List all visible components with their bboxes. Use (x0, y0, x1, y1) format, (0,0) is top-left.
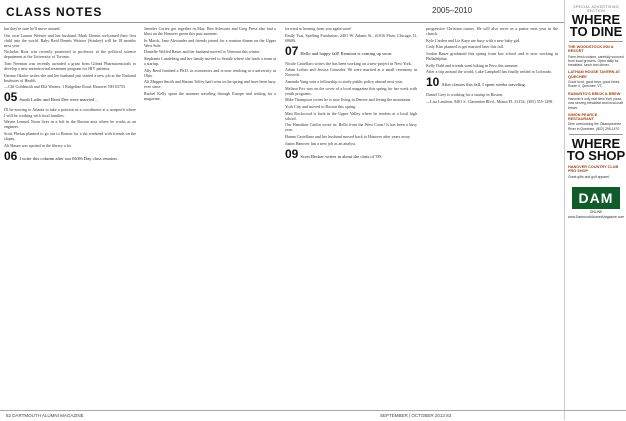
ad-body: Great gifts and golf apparel. (568, 174, 610, 179)
ad-title: THE WOODSTOCK INN & RESORT (568, 45, 614, 54)
class-tagline: Hello and happy fall! Reunion is coming up soon. (300, 50, 393, 56)
page-header (0, 0, 626, 23)
ad-title: LATHAM HOUSE TAVERN AT QUECHEE (568, 70, 621, 79)
where-to-dine-title: WHERE TO DINE (569, 12, 623, 39)
ad-block[interactable] (568, 165, 624, 179)
paragraph: —Clif Goldsmith and Ella Warner, 1 Ridgeline Road, Hanover NH 03755. (4, 84, 127, 90)
paragraph: Our own Lauren Weisser and her husband, Mark Dennis welcomed their first child into the world. Baby Reid Dennis Weisser (Stinkey) will be 18 months next year. (4, 32, 136, 48)
column-1 (4, 26, 136, 410)
class-tagline: Sarah Loder and Brett Dee were married ... (19, 97, 99, 103)
class-year-heading (4, 148, 136, 164)
divider (569, 134, 623, 135)
class-number: 05 (4, 90, 18, 105)
column-2 (144, 26, 276, 410)
class-year-heading (285, 146, 417, 162)
ad-block[interactable] (568, 70, 624, 88)
paragraph: forward to hearing from you again soon! (285, 26, 352, 31)
ad-body: Dine overlooking the Ottauquechee River in Quechee. (802) 295-1470 (568, 122, 622, 131)
section-title: CLASS NOTES (6, 5, 103, 19)
paragraph: Amanda Yang won a fellowship to study public policy abroad next year. (285, 79, 404, 85)
paragraph: Wayne Lemuel Noon lives in a loft in the Boston area where he works as an engineer. (4, 119, 136, 130)
ad-title: RAMUNTO'S BRICK & BREW (568, 91, 621, 96)
ad-block[interactable] (568, 92, 624, 110)
paragraph: Daniel Grey is working for a startup in Boston. (426, 92, 504, 98)
paragraph: Ali Muppet Smith and Haram Tolfey had twins in the spring and have been busy ever since. (144, 79, 276, 90)
paragraph: —Lisa Landron, 9401 S. Clarendon Blvd., Miami FL 33152; (305) 555-1298. (426, 98, 554, 104)
paragraph: Cody Kim planned to get married later this fall. (426, 44, 504, 50)
page-footer (0, 410, 626, 421)
paragraph: Matt Rockwood is back in the Upper Valley where he teaches at a local high school. (285, 110, 417, 121)
footer-left: 82 DARTMOUTH ALUMNI MAGAZINE (6, 413, 84, 418)
paragraph: Ali Hasan was spotted in the library a lot. (4, 142, 73, 148)
column-4 (426, 26, 558, 410)
ad-title: HANOVER COUNTRY CLUB PRO SHOP (568, 165, 619, 174)
paragraph: In March, Jane Alexander and friends joined for a reunion dinner on the Upper West Side. (144, 37, 276, 48)
paragraph: Jordan Bauer graduated this spring from law school and is now working in Philadelphia. (426, 50, 558, 62)
class-number: 09 (285, 146, 299, 161)
paragraph: Emily Tsai, Spelling Fundraiser, 2401 W. Adams St., #1016 Plain. Chicago, IL 60606. (285, 32, 417, 43)
paragraph: Kelly Dahl and friends went hiking in Peru this summer. (426, 62, 519, 68)
where-to-shop-title: WHERE TO SHOP (566, 136, 626, 164)
paragraph: Adam Lorbes and Jessica Gonzalez '06 were married at a small ceremony in Norwich. (285, 67, 417, 78)
sidebar-label: SPECIAL ADVERTISING SECTION (573, 5, 619, 13)
paragraph: Nicholas Ruiz was recently promoted to professor in the political science department at the University of Toronto. (4, 49, 136, 60)
paragraph: Danielle Wolfed Bauer and her husband moved to Vermont this winter. (144, 49, 261, 55)
class-years: 2005–2010 (432, 6, 473, 15)
class-tagline: I write this column after our 06/06 Day class reunion. (19, 155, 118, 161)
paragraph: I'll be moving to Atlanta to take a position as a coordinator at a nonprofit where I will be working with local families. (4, 107, 136, 118)
paragraph: Our Hamilton Caitlin wrote in: Hello from the West Coast! It has been a busy year. (285, 122, 417, 133)
paragraph: Mike Thompson writes he is now living in Denver and loving the mountains. (285, 97, 412, 103)
paragraph: progressive Christian causes. He will also serve as a pastor next year in the church. (426, 26, 558, 37)
paragraph: Ifeoma Okafor writes she and her husband just started a new job at the National Institutes of Health. (4, 72, 136, 83)
paragraph: Stephanie Lundeberg and her family moved to Seattle where she leads a team at a startup. (144, 56, 276, 67)
paragraph: Hanna Castellano and her husband moved back to Hanover after years away. (285, 134, 411, 140)
paragraph: Kyle Carden and Liz Kaye are busy with a new baby girl. (426, 37, 521, 43)
dam-caption: ONLINE (589, 209, 603, 214)
paragraph: Rachel Kelly spent the summer traveling through Europe and writing for a magazine. (144, 91, 276, 102)
class-number: 06 (4, 148, 18, 163)
paragraph: After a trip around the world, Luke Campbell has finally settled in Colorado. (426, 69, 552, 75)
ad-body: Farm-fresh cuisine, carefully sourced from local growers. Open daily for breakfast, lunch and dinner. (568, 54, 624, 68)
class-tagline: After classes this fall, I spent weeks traveling. (441, 82, 526, 88)
paragraph: but they're sure he'll move around. (4, 26, 61, 31)
ad-title: SIMON PEARCE RESTAURANT (568, 112, 598, 122)
class-year-heading (4, 92, 136, 105)
column-3 (285, 26, 417, 410)
dam-url-link[interactable]: www.DartmouthAlumniMagazine.com (567, 214, 625, 219)
paragraph: Ally Reed finished a Ph.D. in economics and is now teaching at a university in Ohio. (144, 67, 276, 78)
class-tagline: Scott Becker writes in about the class of '09. (300, 153, 382, 159)
ad-body: Hanover's only real New York pizza, now serving breakfast and local craft brews. (568, 96, 624, 110)
paragraph: York City and moved to Boston this spring. (285, 104, 357, 110)
dam-logo[interactable]: DAM (572, 187, 620, 209)
paragraph: Melissa Fox was on the cover of a local magazine this spring for her work with youth programs. (285, 85, 417, 96)
footer-right: SEPTEMBER | OCTOBER 2013 83 (380, 413, 452, 418)
class-number: 10 (426, 75, 440, 90)
ad-block[interactable] (568, 113, 624, 131)
class-year-heading (285, 43, 417, 59)
paragraph: Jennifer Cortez got together in May. Ben Schwartz and Greg Press also had a blast on the Hanover green this past summer. (144, 26, 276, 37)
ad-block[interactable] (568, 45, 624, 67)
paragraph: Scott Phelan planned to go out to Boston for a ski weekend with friends on the slopes. (4, 130, 136, 141)
paragraph: Justin Hanover has a new job as an analyst. (285, 140, 357, 146)
class-number: 07 (285, 43, 299, 58)
advertising-sidebar (564, 0, 626, 420)
paragraph: Tom Neeman was recently awarded a grant from Gilead Pharmaceuticals to develop a new antiretroviral treatment program for HIV patients. (4, 61, 136, 72)
divider (569, 41, 623, 42)
paragraph: Nicole Castellaro writes she has been working on a new project in New York. (285, 60, 412, 66)
ad-body: Good food, good beer, good times. Route 4, Quechee, VT. (568, 80, 621, 89)
class-year-heading (426, 77, 558, 90)
